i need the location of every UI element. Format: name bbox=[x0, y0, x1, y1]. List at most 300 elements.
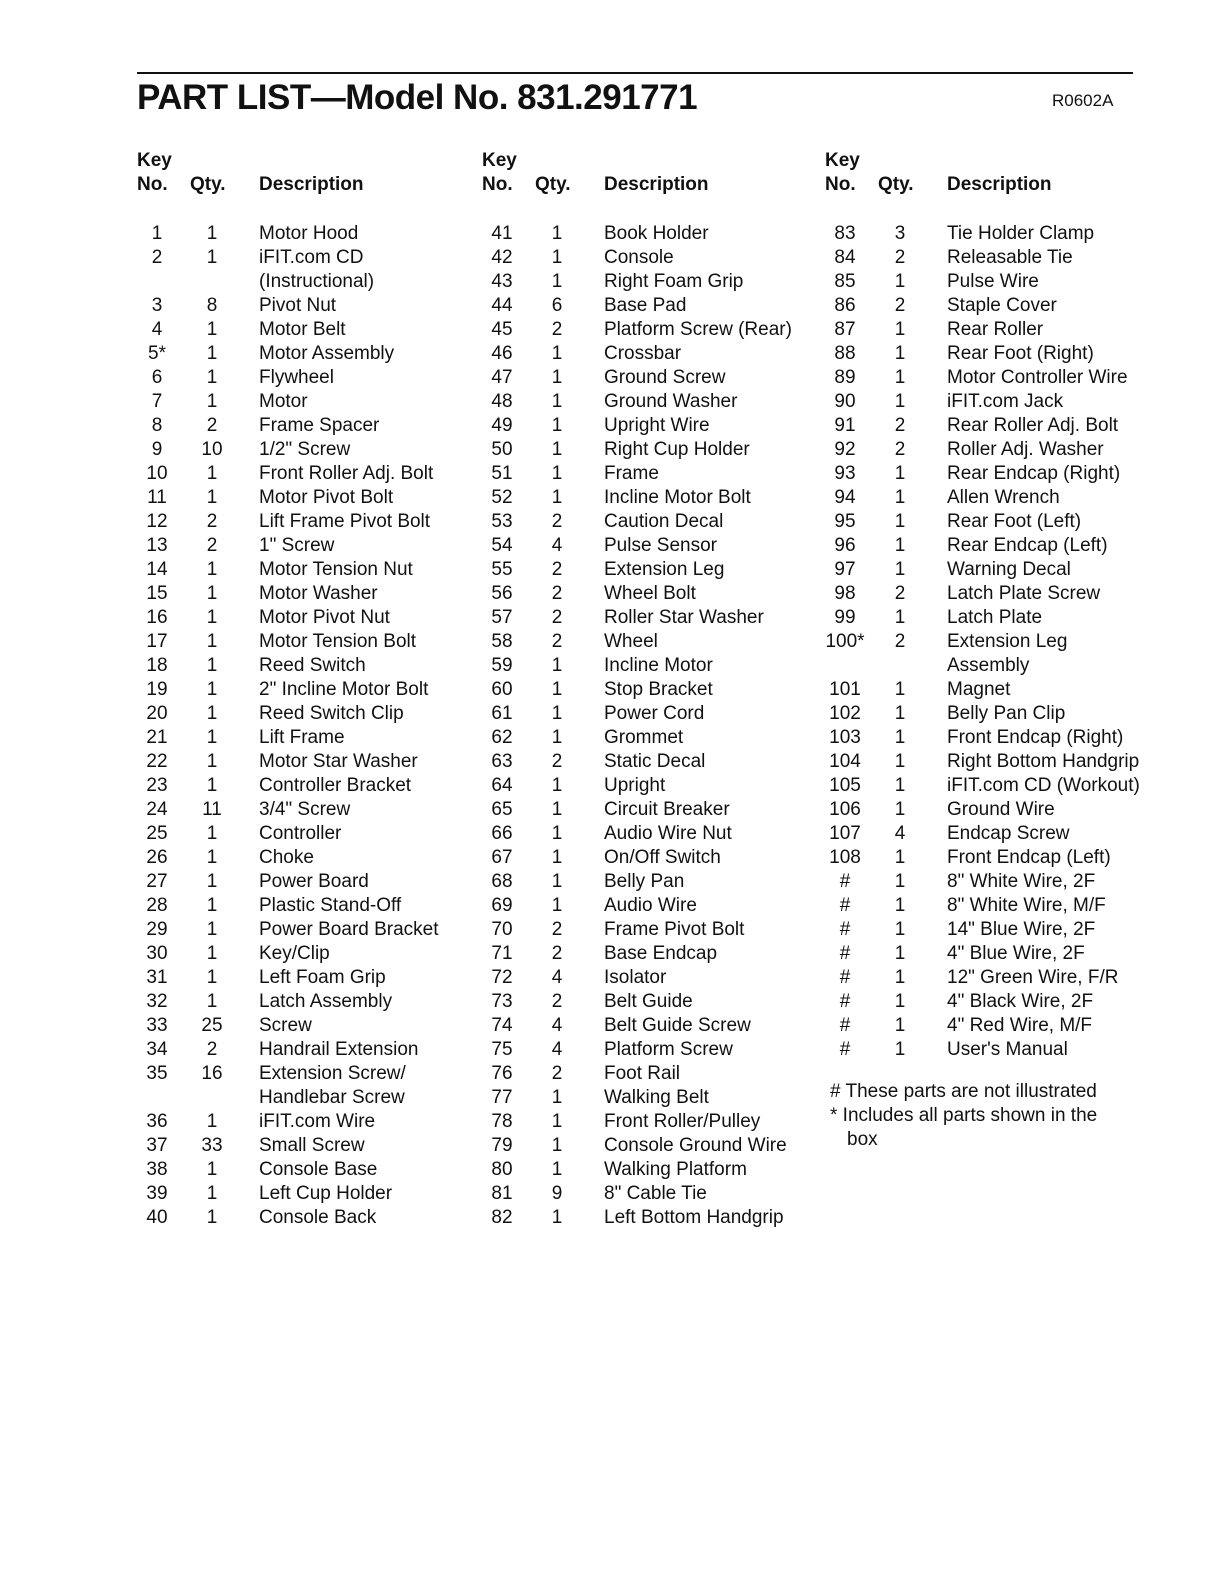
part-description: Left Cup Holder bbox=[259, 1183, 393, 1204]
part-key: # bbox=[839, 991, 851, 1012]
part-description: Latch Plate bbox=[947, 607, 1043, 628]
part-key: 32 bbox=[146, 991, 168, 1012]
part-qty: 1 bbox=[206, 751, 218, 772]
part-row bbox=[482, 606, 822, 630]
part-key: 104 bbox=[829, 751, 861, 772]
part-key: 22 bbox=[146, 751, 168, 772]
part-description: iFIT.com CD bbox=[259, 247, 364, 268]
title-rule bbox=[137, 72, 1133, 74]
part-qty: 10 bbox=[201, 439, 223, 460]
part-key: 26 bbox=[146, 847, 168, 868]
part-qty: 1 bbox=[894, 1015, 906, 1036]
part-qty: 2 bbox=[206, 511, 218, 532]
part-row bbox=[137, 1206, 477, 1230]
part-description: Motor Pivot Bolt bbox=[259, 487, 394, 508]
part-key: 99 bbox=[834, 607, 856, 628]
part-key: 82 bbox=[491, 1207, 513, 1228]
part-qty: 2 bbox=[551, 607, 563, 628]
part-row bbox=[482, 582, 822, 606]
part-qty: 1 bbox=[206, 991, 218, 1012]
part-description: Ground Wire bbox=[947, 799, 1055, 820]
part-qty: 1 bbox=[894, 607, 906, 628]
part-description: Handlebar Screw bbox=[259, 1087, 405, 1108]
part-row bbox=[825, 462, 1165, 486]
part-key: 2 bbox=[151, 247, 163, 268]
part-key: # bbox=[839, 1039, 851, 1060]
part-qty: 1 bbox=[551, 391, 563, 412]
part-key: 21 bbox=[146, 727, 168, 748]
part-qty: 1 bbox=[206, 463, 218, 484]
part-row bbox=[482, 342, 822, 366]
part-qty: 1 bbox=[551, 655, 563, 676]
part-qty: 1 bbox=[551, 367, 563, 388]
part-qty: 1 bbox=[894, 343, 906, 364]
part-description: Power Cord bbox=[604, 703, 705, 724]
part-qty: 1 bbox=[551, 463, 563, 484]
part-row bbox=[825, 966, 1165, 990]
part-key: 105 bbox=[829, 775, 861, 796]
part-qty: 1 bbox=[894, 487, 906, 508]
part-qty: 1 bbox=[206, 1111, 218, 1132]
part-row bbox=[482, 1038, 822, 1062]
part-qty: 1 bbox=[894, 943, 906, 964]
note-not-illustrated: # These parts are not illustrated bbox=[830, 1081, 1097, 1102]
part-description: Isolator bbox=[604, 967, 667, 988]
part-key: 13 bbox=[146, 535, 168, 556]
part-description: Warning Decal bbox=[947, 559, 1071, 580]
part-row bbox=[137, 966, 477, 990]
part-qty: 1 bbox=[551, 847, 563, 868]
part-key: 62 bbox=[491, 727, 513, 748]
column-header bbox=[482, 150, 822, 222]
part-key: 88 bbox=[834, 343, 856, 364]
part-row bbox=[137, 558, 477, 582]
part-key: 15 bbox=[146, 583, 168, 604]
part-row bbox=[482, 534, 822, 558]
part-key: 23 bbox=[146, 775, 168, 796]
part-description: Frame Pivot Bolt bbox=[604, 919, 745, 940]
part-key: 98 bbox=[834, 583, 856, 604]
part-description: (Instructional) bbox=[259, 271, 375, 292]
part-row bbox=[482, 1062, 822, 1086]
part-qty: 1 bbox=[551, 895, 563, 916]
part-qty: 2 bbox=[551, 559, 563, 580]
part-key: 14 bbox=[146, 559, 168, 580]
part-key: 29 bbox=[146, 919, 168, 940]
part-key: 73 bbox=[491, 991, 513, 1012]
header-key: Key bbox=[137, 150, 172, 171]
part-key: 77 bbox=[491, 1087, 513, 1108]
part-qty: 2 bbox=[894, 631, 906, 652]
part-key: 33 bbox=[146, 1015, 168, 1036]
column-header bbox=[825, 150, 1165, 222]
part-description: Choke bbox=[259, 847, 314, 868]
part-description: 4" Red Wire, M/F bbox=[947, 1015, 1093, 1036]
part-qty: 2 bbox=[551, 583, 563, 604]
part-description: Handrail Extension bbox=[259, 1039, 419, 1060]
part-key: 51 bbox=[491, 463, 513, 484]
part-key: 74 bbox=[491, 1015, 513, 1036]
part-description: Motor Hood bbox=[259, 223, 359, 244]
part-row bbox=[137, 534, 477, 558]
part-description: Releasable Tie bbox=[947, 247, 1073, 268]
part-row bbox=[825, 774, 1165, 798]
part-description: Console Back bbox=[259, 1207, 377, 1228]
part-description: Incline Motor Bolt bbox=[604, 487, 751, 508]
part-key: 65 bbox=[491, 799, 513, 820]
part-description: 1" Screw bbox=[259, 535, 335, 556]
part-description: Latch Plate Screw bbox=[947, 583, 1101, 604]
part-description: Static Decal bbox=[604, 751, 706, 772]
part-key: 30 bbox=[146, 943, 168, 964]
part-key: 8 bbox=[151, 415, 163, 436]
part-row bbox=[482, 726, 822, 750]
part-qty: 1 bbox=[206, 847, 218, 868]
part-qty: 1 bbox=[894, 727, 906, 748]
part-row bbox=[137, 1110, 477, 1134]
page-title: PART LIST—Model No. 831.291771 bbox=[137, 78, 698, 117]
part-qty: 2 bbox=[551, 943, 563, 964]
part-key: 85 bbox=[834, 271, 856, 292]
part-qty: 1 bbox=[551, 1207, 563, 1228]
part-qty: 1 bbox=[894, 991, 906, 1012]
part-row bbox=[482, 822, 822, 846]
part-row bbox=[137, 582, 477, 606]
part-qty: 1 bbox=[206, 607, 218, 628]
part-qty: 1 bbox=[206, 319, 218, 340]
part-qty: 2 bbox=[551, 919, 563, 940]
part-qty: 4 bbox=[551, 1039, 563, 1060]
part-description: Key/Clip bbox=[259, 943, 330, 964]
header-key: Key bbox=[825, 150, 860, 171]
part-key: 90 bbox=[834, 391, 856, 412]
part-description: Console Base bbox=[259, 1159, 378, 1180]
part-row bbox=[137, 1086, 477, 1110]
header-qty: Qty. bbox=[190, 174, 226, 195]
part-row bbox=[825, 342, 1165, 366]
part-row bbox=[825, 606, 1165, 630]
part-key: 38 bbox=[146, 1159, 168, 1180]
part-qty: 1 bbox=[206, 583, 218, 604]
part-description: Right Bottom Handgrip bbox=[947, 751, 1140, 772]
part-description: Left Bottom Handgrip bbox=[604, 1207, 784, 1228]
part-key: 57 bbox=[491, 607, 513, 628]
part-description: Belly Pan Clip bbox=[947, 703, 1066, 724]
part-row bbox=[137, 774, 477, 798]
part-description: Motor Tension Nut bbox=[259, 559, 413, 580]
part-qty: 2 bbox=[551, 319, 563, 340]
parts-column-2 bbox=[482, 150, 822, 1230]
part-row bbox=[482, 1086, 822, 1110]
part-row bbox=[825, 942, 1165, 966]
part-row bbox=[482, 870, 822, 894]
part-key: 92 bbox=[834, 439, 856, 460]
part-key: 50 bbox=[491, 439, 513, 460]
part-row bbox=[137, 486, 477, 510]
part-qty: 1 bbox=[551, 703, 563, 724]
part-qty: 1 bbox=[894, 1039, 906, 1060]
part-key: 11 bbox=[147, 487, 167, 508]
part-row bbox=[137, 270, 477, 294]
part-row bbox=[137, 510, 477, 534]
part-row bbox=[137, 846, 477, 870]
parts-column-3 bbox=[825, 150, 1165, 1062]
part-key: 17 bbox=[146, 631, 168, 652]
part-row bbox=[482, 1182, 822, 1206]
part-row bbox=[137, 414, 477, 438]
part-row bbox=[825, 846, 1165, 870]
part-row bbox=[825, 1014, 1165, 1038]
part-row bbox=[482, 222, 822, 246]
part-description: Power Board bbox=[259, 871, 369, 892]
part-key: 70 bbox=[491, 919, 513, 940]
header-no: No. bbox=[137, 174, 168, 195]
part-description: Roller Adj. Washer bbox=[947, 439, 1104, 460]
part-row bbox=[825, 534, 1165, 558]
part-row bbox=[825, 990, 1165, 1014]
part-qty: 1 bbox=[894, 847, 906, 868]
part-qty: 2 bbox=[551, 631, 563, 652]
part-row bbox=[482, 246, 822, 270]
part-description: Extension Leg bbox=[604, 559, 725, 580]
header-description: Description bbox=[259, 174, 364, 195]
part-description: Rear Roller Adj. Bolt bbox=[947, 415, 1119, 436]
part-description: Platform Screw bbox=[604, 1039, 733, 1060]
part-description: Belly Pan bbox=[604, 871, 685, 892]
part-qty: 6 bbox=[551, 295, 563, 316]
part-qty: 1 bbox=[894, 967, 906, 988]
part-qty: 1 bbox=[551, 1135, 563, 1156]
part-qty: 4 bbox=[551, 1015, 563, 1036]
part-key: 63 bbox=[491, 751, 513, 772]
part-qty: 1 bbox=[551, 439, 563, 460]
part-key: 67 bbox=[491, 847, 513, 868]
part-row bbox=[825, 318, 1165, 342]
part-row bbox=[482, 1206, 822, 1230]
part-row bbox=[482, 462, 822, 486]
part-qty: 1 bbox=[206, 1159, 218, 1180]
part-key: 45 bbox=[491, 319, 513, 340]
part-row bbox=[482, 846, 822, 870]
part-description: User's Manual bbox=[947, 1039, 1068, 1060]
header-qty: Qty. bbox=[535, 174, 571, 195]
part-key: 25 bbox=[146, 823, 168, 844]
part-qty: 1 bbox=[206, 559, 218, 580]
part-key: 1 bbox=[151, 223, 163, 244]
part-qty: 2 bbox=[206, 1039, 218, 1060]
part-row bbox=[482, 894, 822, 918]
part-row bbox=[482, 390, 822, 414]
part-key: 3 bbox=[151, 295, 163, 316]
part-description: Rear Endcap (Right) bbox=[947, 463, 1121, 484]
part-row bbox=[482, 654, 822, 678]
part-qty: 1 bbox=[206, 343, 218, 364]
part-row bbox=[482, 294, 822, 318]
part-row bbox=[825, 414, 1165, 438]
part-qty: 1 bbox=[551, 1111, 563, 1132]
part-key: 79 bbox=[491, 1135, 513, 1156]
part-description: Magnet bbox=[947, 679, 1011, 700]
part-description: Motor Controller Wire bbox=[947, 367, 1128, 388]
part-row bbox=[825, 558, 1165, 582]
part-key: 102 bbox=[829, 703, 861, 724]
part-description: Ground Washer bbox=[604, 391, 738, 412]
part-description: Console bbox=[604, 247, 674, 268]
part-row bbox=[137, 318, 477, 342]
part-description: Foot Rail bbox=[604, 1063, 681, 1084]
part-description: Right Foam Grip bbox=[604, 271, 744, 292]
part-row bbox=[137, 942, 477, 966]
part-key: # bbox=[839, 895, 851, 916]
part-key: 75 bbox=[491, 1039, 513, 1060]
part-qty: 1 bbox=[894, 751, 906, 772]
part-description: Pulse Wire bbox=[947, 271, 1039, 292]
part-row bbox=[137, 750, 477, 774]
part-qty: 4 bbox=[551, 535, 563, 556]
part-description: Staple Cover bbox=[947, 295, 1057, 316]
part-key: 95 bbox=[834, 511, 856, 532]
part-qty: 4 bbox=[894, 823, 906, 844]
part-row bbox=[137, 990, 477, 1014]
part-row bbox=[137, 1158, 477, 1182]
part-description: Flywheel bbox=[259, 367, 334, 388]
part-row bbox=[137, 606, 477, 630]
part-key: 27 bbox=[146, 871, 168, 892]
part-row bbox=[825, 222, 1165, 246]
part-qty: 1 bbox=[206, 919, 218, 940]
part-description: Circuit Breaker bbox=[604, 799, 730, 820]
part-key: 36 bbox=[146, 1111, 168, 1132]
part-row bbox=[482, 486, 822, 510]
part-qty: 1 bbox=[206, 367, 218, 388]
part-row bbox=[482, 414, 822, 438]
part-qty: 33 bbox=[201, 1135, 223, 1156]
part-description: Small Screw bbox=[259, 1135, 365, 1156]
part-row bbox=[482, 270, 822, 294]
part-description: iFIT.com CD (Workout) bbox=[947, 775, 1140, 796]
part-description: Lift Frame Pivot Bolt bbox=[259, 511, 431, 532]
part-qty: 2 bbox=[551, 511, 563, 532]
part-row bbox=[482, 966, 822, 990]
part-description: Base Pad bbox=[604, 295, 687, 316]
part-key: 66 bbox=[491, 823, 513, 844]
part-qty: 1 bbox=[206, 703, 218, 724]
part-qty: 1 bbox=[206, 775, 218, 796]
part-qty: 2 bbox=[206, 415, 218, 436]
part-description: Left Foam Grip bbox=[259, 967, 386, 988]
part-description: Ground Screw bbox=[604, 367, 726, 388]
part-qty: 1 bbox=[894, 919, 906, 940]
part-row bbox=[137, 462, 477, 486]
part-description: Frame Spacer bbox=[259, 415, 380, 436]
part-description: Wheel Bolt bbox=[604, 583, 696, 604]
part-description: Reed Switch Clip bbox=[259, 703, 404, 724]
part-row bbox=[482, 1110, 822, 1134]
part-description: 4" Blue Wire, 2F bbox=[947, 943, 1085, 964]
part-key: 46 bbox=[491, 343, 513, 364]
part-qty: 1 bbox=[551, 823, 563, 844]
part-description: Grommet bbox=[604, 727, 684, 748]
part-qty: 1 bbox=[894, 319, 906, 340]
part-key: 91 bbox=[834, 415, 856, 436]
part-qty: 1 bbox=[894, 799, 906, 820]
part-row bbox=[137, 246, 477, 270]
part-key: 58 bbox=[491, 631, 513, 652]
part-description: Pulse Sensor bbox=[604, 535, 718, 556]
part-qty: 2 bbox=[894, 583, 906, 604]
part-qty: 1 bbox=[551, 799, 563, 820]
part-row bbox=[825, 702, 1165, 726]
part-description: Belt Guide Screw bbox=[604, 1015, 751, 1036]
part-row bbox=[825, 630, 1165, 654]
part-qty: 1 bbox=[206, 655, 218, 676]
part-qty: 1 bbox=[894, 679, 906, 700]
part-row bbox=[137, 438, 477, 462]
part-key: 97 bbox=[834, 559, 856, 580]
part-key: 94 bbox=[834, 487, 856, 508]
part-description: Rear Foot (Right) bbox=[947, 343, 1094, 364]
part-row bbox=[137, 294, 477, 318]
part-key: 93 bbox=[834, 463, 856, 484]
part-row bbox=[137, 894, 477, 918]
part-key: 61 bbox=[491, 703, 513, 724]
part-key: 10 bbox=[146, 463, 168, 484]
part-qty: 1 bbox=[551, 775, 563, 796]
part-description: Extension Screw/ bbox=[259, 1063, 406, 1084]
part-qty: 1 bbox=[206, 895, 218, 916]
part-row bbox=[825, 510, 1165, 534]
part-row bbox=[482, 438, 822, 462]
part-row bbox=[482, 630, 822, 654]
part-key: 80 bbox=[491, 1159, 513, 1180]
part-key: 101 bbox=[829, 679, 861, 700]
part-key: 71 bbox=[491, 943, 513, 964]
part-description: Motor Pivot Nut bbox=[259, 607, 390, 628]
part-qty: 1 bbox=[894, 463, 906, 484]
part-row bbox=[137, 678, 477, 702]
column-header bbox=[137, 150, 477, 222]
part-row bbox=[137, 222, 477, 246]
part-key: 4 bbox=[151, 319, 163, 340]
part-description: Front Roller Adj. Bolt bbox=[259, 463, 434, 484]
part-qty: 1 bbox=[551, 271, 563, 292]
part-key: 83 bbox=[834, 223, 856, 244]
part-qty: 1 bbox=[551, 1087, 563, 1108]
part-key: 72 bbox=[491, 967, 513, 988]
part-qty: 4 bbox=[551, 967, 563, 988]
part-description: Caution Decal bbox=[604, 511, 724, 532]
part-key: # bbox=[839, 919, 851, 940]
part-key: 86 bbox=[834, 295, 856, 316]
part-key: 107 bbox=[829, 823, 861, 844]
part-key: 43 bbox=[491, 271, 513, 292]
part-key: 44 bbox=[491, 295, 513, 316]
part-description: 3/4" Screw bbox=[259, 799, 351, 820]
part-description: Front Endcap (Left) bbox=[947, 847, 1111, 868]
parts-column-1 bbox=[137, 150, 477, 1230]
part-key: 68 bbox=[491, 871, 513, 892]
part-row bbox=[137, 702, 477, 726]
part-qty: 3 bbox=[894, 223, 906, 244]
note-includes-cont: box bbox=[847, 1129, 878, 1150]
part-key: 87 bbox=[834, 319, 856, 340]
part-description: Latch Assembly bbox=[259, 991, 393, 1012]
part-row bbox=[137, 630, 477, 654]
part-description: Motor Tension Bolt bbox=[259, 631, 417, 652]
part-description: 4" Black Wire, 2F bbox=[947, 991, 1094, 1012]
part-row bbox=[137, 1062, 477, 1086]
part-key: 48 bbox=[491, 391, 513, 412]
